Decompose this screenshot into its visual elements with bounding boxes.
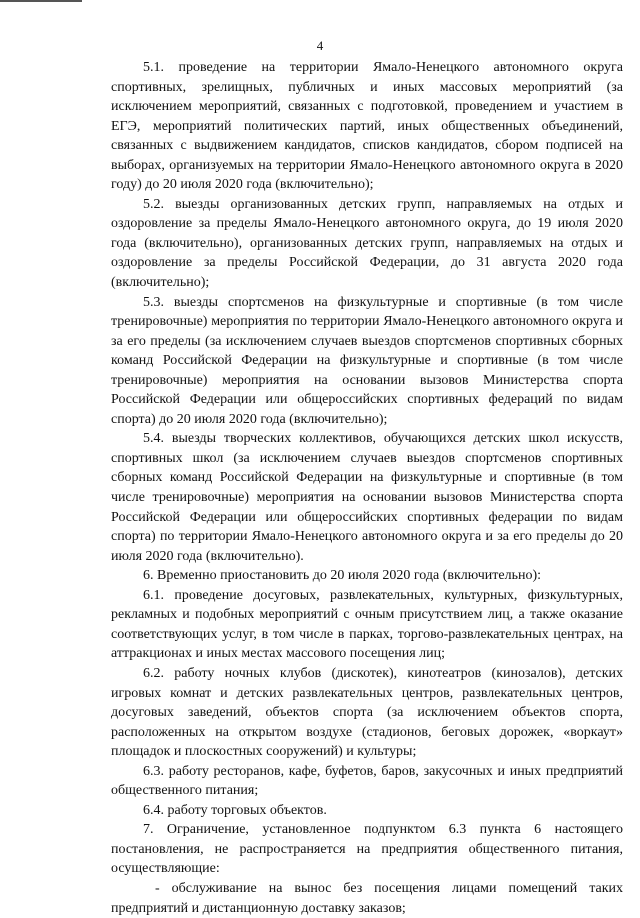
page-number: 4 [316,38,324,53]
paragraph-5-3: 5.3. выезды спортсменов на физкультурные и спортивные (в том числе тренировочные) мероприятия по территории Ямало-Ненецкого автономного округа и за его пределы (за исключением случаев выездов спортсменов спортивных сборных команд Российской Федерации на физкультурные и спортивные (в том числе тренировочные) мероприятия на основании вызовов Министерства спорта Российской Федерации или общероссийских спортивных федераций по видам спорта) до 20 июля 2020 года (включительно); [111,294,623,427]
paragraph-7-bullet: - обслуживание на вынос без посещения лицами помещений таких предприятий и дистанционную доставку заказов; [111,880,623,916]
paragraph-5-1: 5.1. проведение на территории Ямало-Ненецкого автономного округа спортивных, зрелищных, публичных и иных массовых мероприятий (за исключением мероприятий, связанных с подготовкой, проведением и участием в ЕГЭ, мероприятий политических партий, иных общественных объединений, связанных с выдвижением кандидатов, списков кандидатов, сбором подписей на выборах, организуемых на территории Ямало-Ненецкого автономного округа в 2020 году) до 20 июля 2020 года (включительно); [111,60,623,193]
paragraph-6-2: 6.2. работу ночных клубов (дискотек), кинотеатров (кинозалов), детских игровых комнат и детских развлекательных центров, развлекательных центров, досуговых заведений, объектов спорта (за исключением объектов спорта, расположенных на открытом воздухе (стадионов, беговых дорожек, «воркаут» площадок и плоскостных сооружений) и культуры; [111,665,623,760]
paragraph-5-4: 5.4. выезды творческих коллективов, обучающихся детских школ искусств, спортивных школ (за исключением случаев выездов спортсменов спортивных сборных команд Российской Федерации на физкультурные и спортивные (в том числе тренировочные) мероприятия на основании вызовов Министерства спорта Российской Федерации или общероссийских спортивных федерации по видам спорта) по территории Ямало-Ненецкого автономного округа и за его пределы до 20 июля 2020 года (включительно). [111,431,623,564]
paragraph-6-1: 6.1. проведение досуговых, развлекательных, культурных, физкультурных, рекламных и подобных мероприятий с очным присутствием лиц, а также оказание соответствующих услуг, в том числе в парках, торгово-развлекательных центрах, на аттракционах и иных местах массового посещения лиц; [111,587,623,662]
paragraph-7: 7. Ограничение, установленное подпунктом 6.3 пункта 6 настоящего постановления, не распространяется на предприятия общественного питания, осуществляющие: [111,822,623,877]
document-body [111,58,623,918]
top-edge-mark [0,0,82,2]
paragraph-6: 6. Временно приостановить до 20 июля 2020 года (включительно): [143,568,542,584]
paragraph-6-3: 6.3. работу ресторанов, кафе, буфетов, баров, закусочных и иных предприятий общественного питания; [111,763,623,799]
paragraph-6-4: 6.4. работу торговых объектов. [143,802,327,818]
paragraph-5-2: 5.2. выезды организованных детских групп, направляемых на отдых и оздоровление за пределы Ямало-Ненецкого автономного округа, до 19 июля 2020 года (включительно), организованных детских групп, направляемых на отдых и оздоровление за пределы Российской Федерации, до 31 августа 2020 года (включительно); [111,196,623,291]
